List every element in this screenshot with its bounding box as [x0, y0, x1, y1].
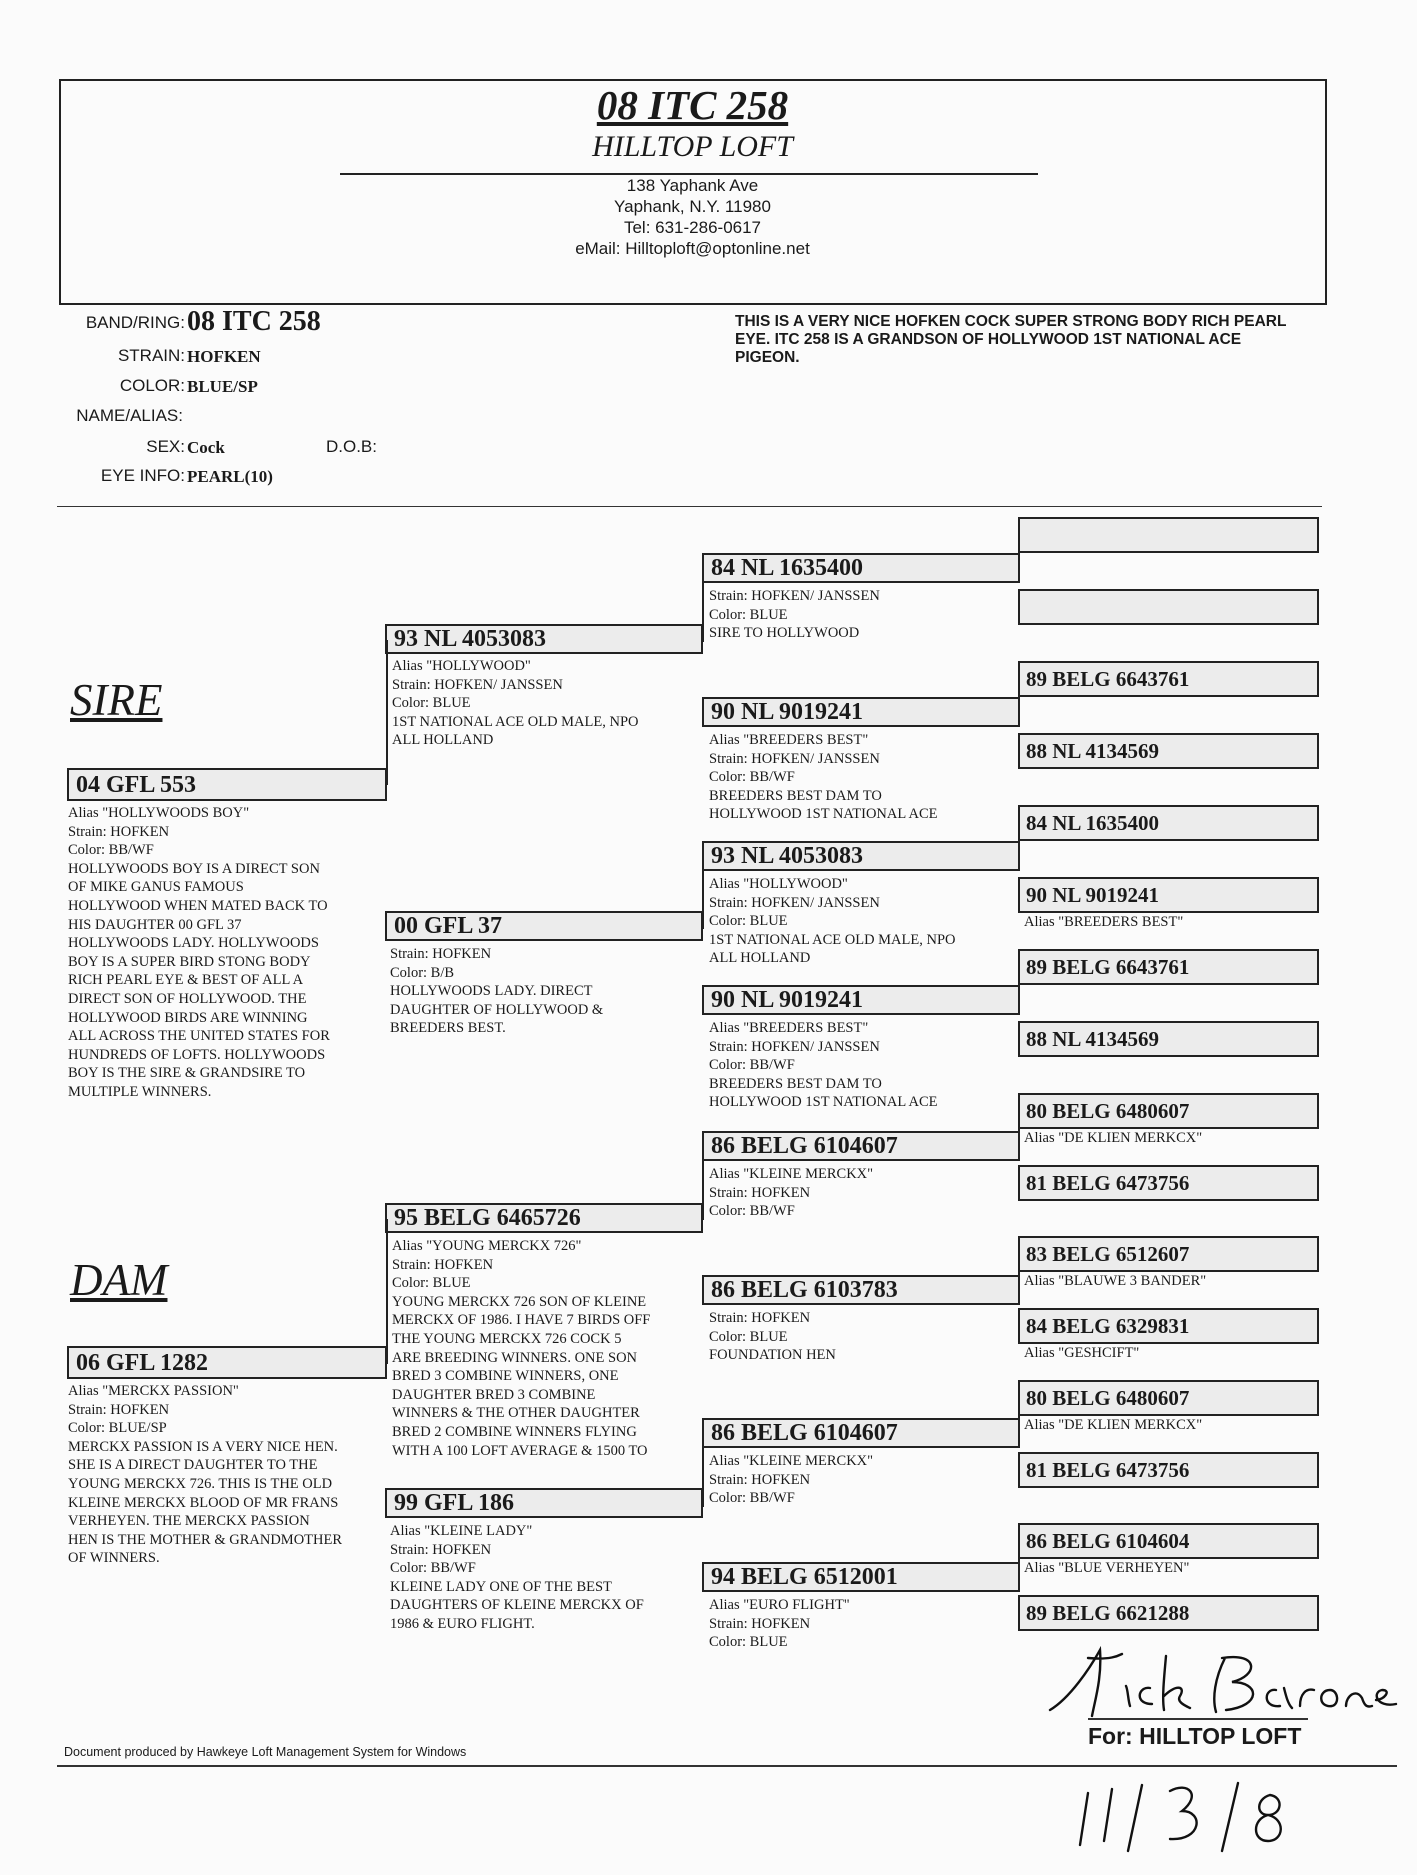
- pedigree-info-gen3: Alias "KLEINE MERCKX" Strain: HOFKEN Color: BB/WF: [709, 1166, 874, 1220]
- eye-value: PEARL(10): [187, 467, 273, 486]
- color-value: BLUE/SP: [187, 377, 258, 396]
- address-line: Tel: 631-286-0617: [623, 218, 762, 237]
- band-label: BAND/RING:: [85, 313, 185, 332]
- pedigree-box-gen3: 86 BELG 6103783: [702, 1275, 1020, 1305]
- connector-line: [1018, 1111, 1020, 1147]
- signature-rule: [1088, 1718, 1308, 1720]
- pedigree-info-gen4: Alias "DE KLIEN MERKCX": [1024, 1417, 1203, 1433]
- pedigree-box-gen2: 99 GFL 186: [385, 1488, 703, 1518]
- pedigree-box-gen4: 84 NL 1635400: [1018, 805, 1319, 841]
- section-divider: [57, 506, 1322, 507]
- connector-line: [702, 570, 704, 642]
- pedigree-info-dam: Alias "MERCKX PASSION" Strain: HOFKEN Color: BLUE/SP MERCKX PASSION IS A VERY NICE HEN. SHE IS A DIRECT DAUGHTER TO THE YOUNG MERCKX 726. THIS IS THE OLD KLEINE MERCKX BLOOD OF MR FRANS VERHEYEN. THE MERCKX PASSION HEN IS THE MOTHER & GRANDMOTHER OF WINNERS.: [68, 1383, 343, 1567]
- eye-label: EYE INFO:: [100, 466, 185, 485]
- connector-line: [702, 857, 704, 929]
- pedigree-box-gen4: [1018, 589, 1319, 625]
- pedigree-box-gen2: 00 GFL 37: [385, 911, 703, 941]
- pedigree-box-gen3: 93 NL 4053083: [702, 841, 1020, 871]
- pedigree-box-gen4: 86 BELG 6104604: [1018, 1523, 1319, 1559]
- band-value: 08 ITC 258: [187, 306, 321, 337]
- pedigree-box-gen3: 90 NL 9019241: [702, 985, 1020, 1015]
- connector-line: [386, 1219, 388, 1364]
- color-label: COLOR:: [119, 376, 185, 395]
- pedigree-box-sire: 04 GFL 553: [67, 768, 387, 801]
- address-line: 138 Yaphank Ave: [626, 176, 759, 195]
- pedigree-box-gen3: 86 BELG 6104607: [702, 1418, 1020, 1448]
- signature-for: For: HILLTOP LOFT: [1088, 1723, 1302, 1749]
- pedigree-box-gen3: 84 NL 1635400: [702, 553, 1020, 583]
- pedigree-box-gen2: 95 BELG 6465726: [385, 1203, 703, 1233]
- pedigree-info-gen4: Alias "DE KLIEN MERKCX": [1024, 1130, 1203, 1146]
- pedigree-box-dam: 06 GFL 1282: [67, 1346, 387, 1379]
- sire-heading: SIRE: [70, 675, 163, 725]
- dam-heading: DAM: [70, 1255, 168, 1305]
- pedigree-info-gen2: Strain: HOFKEN Color: B/B HOLLYWOODS LADY. DIRECT DAUGHTER OF HOLLYWOOD & BREEDERS BEST.: [390, 946, 604, 1037]
- loft-name: HILLTOP LOFT: [592, 130, 793, 163]
- connector-line: [1018, 1398, 1020, 1434]
- pedigree-box-gen4: 88 NL 4134569: [1018, 733, 1319, 769]
- dob-label: D.O.B:: [325, 437, 377, 456]
- connector-line: [1018, 967, 1020, 1003]
- connector-line: [1018, 823, 1020, 859]
- pedigree-info-gen4: Alias "BLUE VERHEYEN": [1024, 1560, 1190, 1576]
- pedigree-info-gen4: Alias "BLAUWE 3 BANDER": [1024, 1273, 1207, 1289]
- pedigree-box-gen4: 80 BELG 6480607: [1018, 1093, 1319, 1129]
- pedigree-box-gen3: 90 NL 9019241: [702, 697, 1020, 727]
- strain-label: STRAIN:: [117, 346, 185, 365]
- header-ring-number: 08 ITC 258: [596, 82, 789, 128]
- pedigree-info-gen4: Alias "GESHCIFT": [1024, 1345, 1140, 1361]
- handwritten-date: [1070, 1775, 1320, 1855]
- sex-value: Cock: [187, 438, 225, 457]
- pedigree-box-gen4: 81 BELG 6473756: [1018, 1452, 1319, 1488]
- pedigree-box-gen3: 86 BELG 6104607: [702, 1131, 1020, 1161]
- pedigree-info-gen3: Alias "EURO FLIGHT" Strain: HOFKEN Color: BLUE: [709, 1597, 850, 1651]
- pedigree-box-gen4: 90 NL 9019241: [1018, 877, 1319, 913]
- pedigree-info-gen3: Alias "BREEDERS BEST" Strain: HOFKEN/ JANSSEN Color: BB/WF BREEDERS BEST DAM TO HOLLYWOOD 1ST NATIONAL ACE: [709, 732, 938, 823]
- pedigree-info-gen3: Alias "HOLLYWOOD" Strain: HOFKEN/ JANSSEN Color: BLUE 1ST NATIONAL ACE OLD MALE, NPO ALL HOLLAND: [709, 876, 956, 967]
- footer-rule: [57, 1765, 1397, 1767]
- connector-line: [702, 1435, 704, 1507]
- address-line: Yaphank, N.Y. 11980: [614, 197, 771, 216]
- pedigree-info-sire: Alias "HOLLYWOODS BOY" Strain: HOFKEN Color: BB/WF HOLLYWOODS BOY IS A DIRECT SON OF MIKE GANUS FAMOUS HOLLYWOOD WHEN MATED BACK TO HIS DAUGHTER 00 GFL 37 HOLLYWOODS LADY. HOLLYWOODS BOY IS A SUPER BIRD STONG BODY RICH PEARL EYE & BEST OF ALL A DIRECT SON OF HOLLYWOOD. THE HOLLYWOOD BIRDS ARE WINNING ALL ACROSS THE UNITED STATES FOR HUNDREDS OF LOFTS. HOLLYWOODS BOY IS THE SIRE & GRANDSIRE TO MULTIPLE WINNERS.: [68, 805, 330, 1100]
- sex-label: SEX:: [146, 437, 185, 456]
- pedigree-box-gen4: 88 NL 4134569: [1018, 1021, 1319, 1057]
- pedigree-box-gen4: 89 BELG 6621288: [1018, 1595, 1319, 1631]
- pedigree-info-gen2: Alias "HOLLYWOOD" Strain: HOFKEN/ JANSSEN Color: BLUE 1ST NATIONAL ACE OLD MALE, NPO ALL HOLLAND: [392, 658, 639, 749]
- strain-value: HOFKEN: [187, 347, 261, 366]
- header-rule: [340, 173, 1038, 175]
- pedigree-box-gen4: 80 BELG 6480607: [1018, 1380, 1319, 1416]
- pedigree-info-gen2: Alias "YOUNG MERCKX 726" Strain: HOFKEN Color: BLUE YOUNG MERCKX 726 SON OF KLEINE MERCKX OF 1986. I HAVE 7 BIRDS OFF THE YOUNG MERCKX 726 COCK 5 ARE BREEDING WINNERS. ONE SON BRED 3 COMBINE WINNERS, ONE DAUGHTER BRED 3 COMBINE WINNERS & THE OTHER DAUGHTER BRED 2 COMBINE WINNERS FLYING WITH A 100 LOFT AVERAGE & 1500 TO: [392, 1238, 651, 1459]
- address-line: eMail: Hilltoploft@optonline.net: [575, 239, 810, 258]
- connector-line: [1018, 535, 1020, 571]
- pedigree-box-gen2: 93 NL 4053083: [385, 624, 703, 654]
- pedigree-box-gen4: 83 BELG 6512607: [1018, 1236, 1319, 1272]
- pedigree-info-gen3: Alias "BREEDERS BEST" Strain: HOFKEN/ JANSSEN Color: BB/WF BREEDERS BEST DAM TO HOLLYWOOD 1ST NATIONAL ACE: [709, 1020, 938, 1111]
- name-label: NAME/ALIAS:: [76, 406, 183, 425]
- pedigree-info-gen4: Alias "BREEDERS BEST": [1024, 914, 1184, 930]
- pedigree-box-gen4: 81 BELG 6473756: [1018, 1165, 1319, 1201]
- pedigree-info-gen3: Strain: HOFKEN/ JANSSEN Color: BLUE SIRE TO HOLLYWOOD: [709, 588, 880, 642]
- pedigree-box-gen4: [1018, 517, 1319, 553]
- connector-line: [702, 1148, 704, 1220]
- pedigree-info-gen3: Strain: HOFKEN Color: BLUE FOUNDATION HEN: [709, 1310, 836, 1364]
- pedigree-box-gen4: 84 BELG 6329831: [1018, 1308, 1319, 1344]
- pedigree-box-gen3: 94 BELG 6512001: [702, 1562, 1020, 1592]
- bird-notes: THIS IS A VERY NICE HOFKEN COCK SUPER STRONG BODY RICH PEARL EYE. ITC 258 IS A GRANDSON OF HOLLYWOOD 1ST NATIONAL ACE PIGEON.: [735, 313, 1287, 366]
- pedigree-box-gen4: 89 BELG 6643761: [1018, 949, 1319, 985]
- pedigree-box-gen4: 89 BELG 6643761: [1018, 661, 1319, 697]
- connector-line: [386, 640, 388, 785]
- connector-line: [1018, 679, 1020, 715]
- produced-by: Document produced by Hawkeye Loft Management System for Windows: [64, 1745, 467, 1759]
- connector-line: [1018, 1254, 1020, 1290]
- connector-line: [1018, 1541, 1020, 1577]
- pedigree-info-gen2: Alias "KLEINE LADY" Strain: HOFKEN Color: BB/WF KLEINE LADY ONE OF THE BEST DAUGHTERS OF KLEINE MERCKX OF 1986 & EURO FLIGHT.: [390, 1523, 644, 1632]
- handwritten-signature: [1040, 1638, 1400, 1728]
- pedigree-info-gen3: Alias "KLEINE MERCKX" Strain: HOFKEN Color: BB/WF: [709, 1453, 874, 1507]
